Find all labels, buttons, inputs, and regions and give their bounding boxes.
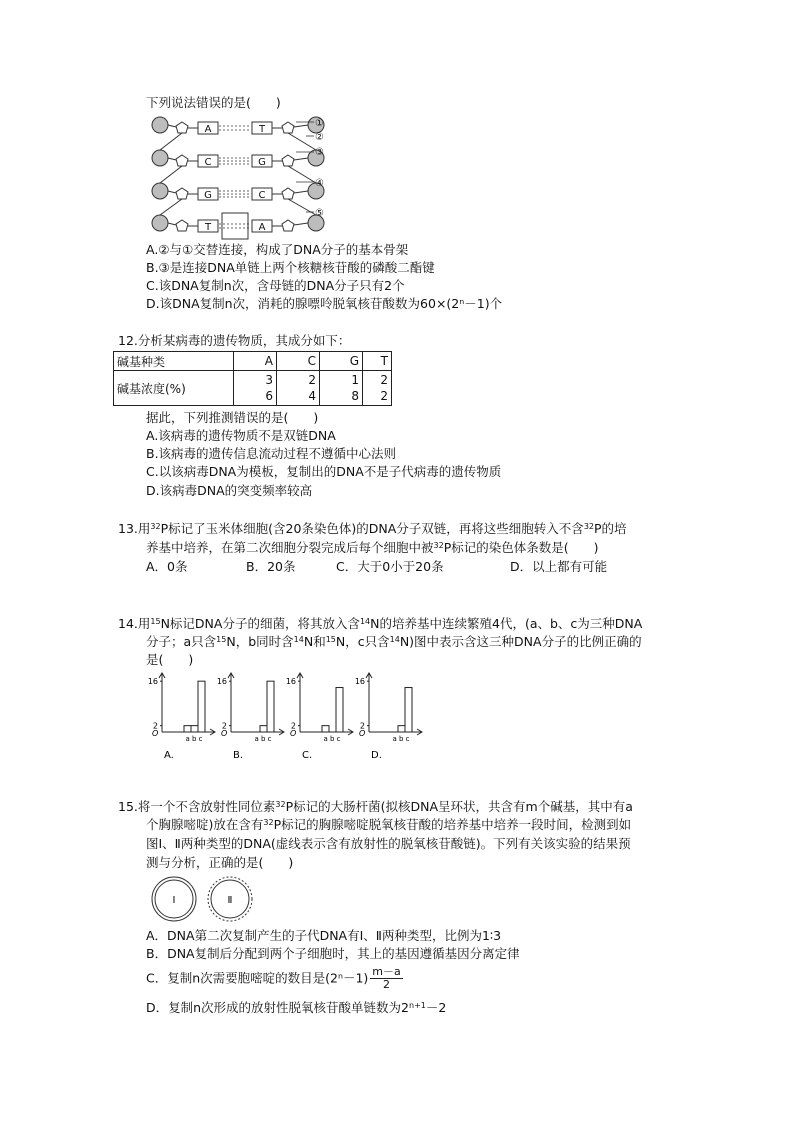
- xtick-labels: a b c: [185, 735, 203, 743]
- value-t-bottom: 2: [380, 389, 388, 403]
- bar-c: [405, 688, 412, 732]
- q15-line-1: 15.将一个不含放射性同位素$^{32}$P标记的大肠杆菌(拟核DNA呈环状，共含有m个碱基，其中有a: [118, 799, 633, 814]
- q14-line-2: 分子；a只含$^{15}$N，b同时含$^{14}$N和$^{15}$N，c只含$^{14}$N)图中表示含这三种DNA分子的比例正确的: [146, 634, 642, 649]
- chart-option-label: B.: [233, 750, 244, 761]
- ytick-label: 16: [285, 677, 296, 687]
- marker-5: ⑤: [315, 208, 324, 219]
- base-right-4: A: [258, 222, 266, 233]
- q12-option-d: D.该病毒DNA的突变频率较高: [146, 483, 313, 498]
- q13-line-2: 养基中培养，在第二次细胞分裂完成后每个细胞中被$^{32}$P标记的染色体条数是( ): [146, 540, 599, 555]
- value-g-top: 1: [351, 373, 359, 387]
- q14-line-3: 是( ): [146, 652, 194, 667]
- base-right-3: C: [258, 190, 266, 201]
- ytick-label: 16: [216, 677, 227, 687]
- q15-option-a: A．DNA第二次复制产生的子代DNA有Ⅰ、Ⅱ两种类型，比例为1∶3: [146, 928, 502, 943]
- sugar-pentagon: [282, 220, 294, 231]
- ytick-label: 2: [221, 721, 227, 731]
- value-t-top: 2: [380, 373, 388, 387]
- ytick-label: 2: [290, 721, 296, 731]
- bar-a: [184, 726, 191, 732]
- value-a-top: 3: [265, 373, 273, 387]
- q13-option-c: C．大于0小于20条: [336, 559, 444, 574]
- bar-a: [322, 726, 329, 732]
- marker-3: ③: [315, 147, 324, 158]
- chart-option-label: A.: [164, 750, 174, 761]
- q12-option-b: B.该病毒的遗传信息流动过程不遵循中心法则: [146, 446, 397, 461]
- ytick-label: 16: [354, 677, 365, 687]
- xtick-labels: a b c: [254, 735, 272, 743]
- q11-option-d: D.该DNA复制n次，消耗的腺嘌呤脱氧核苷酸数为60×(2ⁿ－1)个: [146, 296, 503, 311]
- q12-option-a: A.该病毒的遗传物质不是双链DNA: [146, 428, 336, 443]
- sugar-pentagon: [282, 122, 294, 133]
- q13-line-1: 13.用$^{32}$P标记了玉米体细胞(含20条染色体)的DNA分子双链，再将这些细胞转入不含$^{32}$P的培: [118, 521, 627, 536]
- q15-option-b: B．DNA复制后分配到两个子细胞时，其上的基因遵循基因分离定律: [146, 946, 520, 961]
- ytick-label: 2: [359, 721, 365, 731]
- q15-line-4: 测与分析，正确的是( ): [146, 855, 294, 870]
- phosphate-circle: [152, 215, 168, 231]
- sugar-pentagon: [176, 188, 188, 199]
- bar-b: [191, 726, 198, 732]
- q12-option-c: C.以该病毒DNA为模板，复制出的DNA不是子代病毒的遗传物质: [146, 464, 502, 479]
- sugar-pentagon: [176, 122, 188, 133]
- q15-option-c: C．复制n次需要胞嘧啶的数目是(2ⁿ－1) $\frac{m-a}{2}$: [146, 965, 401, 991]
- q14-bar-charts: [146, 670, 426, 762]
- q12-stem: 12.分析某病毒的遗传物质，其成分如下：: [118, 333, 351, 348]
- row-label-base-type: 碱基种类: [114, 352, 234, 371]
- q11-stem: 下列说法错误的是( ): [146, 95, 281, 110]
- phosphate-circle: [152, 117, 168, 133]
- value-g-bottom: 8: [351, 389, 359, 403]
- bar-c: [198, 681, 205, 732]
- q11-option-a: A.②与①交替连接，构成了DNA分子的基本骨架: [146, 242, 409, 257]
- q15-line-2: 个胸腺嘧啶)放在含有$^{32}$P标记的胸腺嘧啶脱氧核苷酸的培养基中培养一段时间，检测到如: [146, 817, 632, 832]
- q11-option-b: B.③是连接DNA单链上两个核糖核苷酸的磷酸二酯键: [146, 260, 435, 275]
- base-left-2: C: [204, 157, 212, 168]
- q13-option-a: A．0条: [146, 559, 188, 574]
- base-composition-table: [113, 351, 392, 406]
- q11-option-c: C.该DNA复制n次，含母链的DNA分子只有2个: [146, 278, 405, 293]
- header-c: C: [277, 352, 320, 371]
- origin-label: O: [290, 729, 297, 738]
- xtick-labels: a b c: [323, 735, 341, 743]
- header-g: G: [320, 352, 363, 371]
- marker-4: ④: [315, 178, 324, 189]
- q15-line-3: 图Ⅰ、Ⅱ两种类型的DNA(虚线表示含有放射性的脱氧核苷酸链)。下列有关该实验的结果预: [146, 836, 631, 851]
- sugar-pentagon: [176, 220, 188, 231]
- chart-option-label: D.: [371, 750, 382, 761]
- sugar-pentagon: [282, 188, 294, 199]
- header-t: T: [363, 352, 392, 371]
- origin-label: O: [359, 729, 366, 738]
- xtick-labels: a b c: [392, 735, 410, 743]
- q15-option-d: D．复制n次形成的放射性脱氧核苷酸单链数为$2^{n+1}-2$: [146, 1000, 447, 1015]
- q12-lead: 据此，下列推测错误的是( ): [146, 410, 319, 425]
- base-left-1: A: [204, 124, 212, 135]
- phosphate-circle: [152, 183, 168, 199]
- dna-structure-diagram: [146, 112, 336, 240]
- base-right-1: T: [258, 124, 266, 135]
- bar-b: [398, 726, 405, 732]
- q14-line-1: 14.用$^{15}$N标记DNA分子的细菌，将其放入含$^{14}$N的培养基中连续繁殖4代，(a、b、c为三种DNA: [118, 616, 643, 631]
- q13-option-d: D．以上都有可能: [510, 559, 608, 574]
- base-right-2: G: [258, 157, 266, 168]
- marker-1: ①: [315, 118, 324, 129]
- q15-dna-circles: [146, 875, 258, 925]
- ytick-label: 16: [147, 677, 158, 687]
- bar-b: [260, 726, 267, 732]
- bar-c: [267, 681, 274, 732]
- circle-II-label: Ⅱ: [227, 895, 233, 906]
- header-a: A: [234, 352, 277, 371]
- phosphate-circle: [152, 150, 168, 166]
- marker-2: ②: [315, 132, 324, 143]
- base-left-4: T: [204, 222, 212, 233]
- circle-I-label: Ⅰ: [172, 895, 176, 906]
- ytick-label: 2: [152, 721, 158, 731]
- base-left-3: G: [204, 190, 212, 201]
- bar-c: [336, 688, 343, 732]
- row-label-concentration: 碱基浓度(%): [114, 371, 234, 406]
- origin-label: O: [221, 729, 228, 738]
- value-a-bottom: 6: [265, 389, 273, 403]
- origin-label: O: [152, 729, 159, 738]
- sugar-pentagon: [282, 155, 294, 166]
- q13-option-b: B．20条: [246, 559, 296, 574]
- chart-option-label: C.: [302, 750, 313, 761]
- value-c-bottom: 4: [308, 389, 316, 403]
- sugar-pentagon: [176, 155, 188, 166]
- value-c-top: 2: [308, 373, 316, 387]
